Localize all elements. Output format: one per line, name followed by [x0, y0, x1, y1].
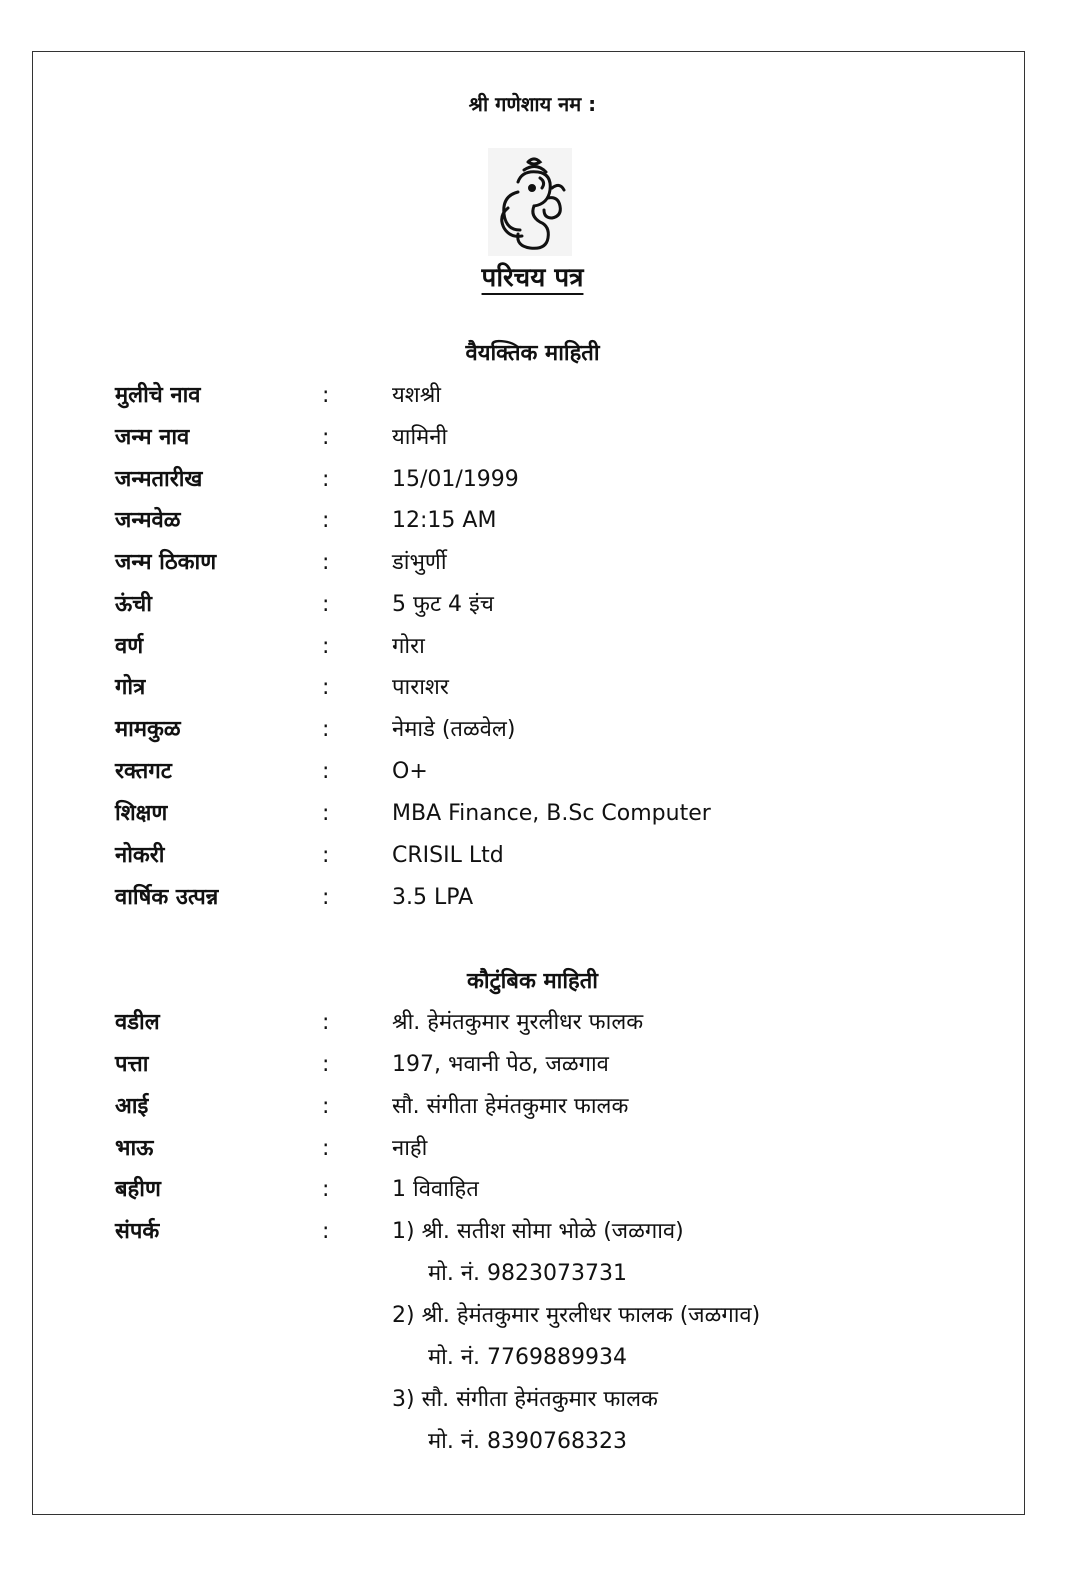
row-label: पत्ता — [115, 1052, 149, 1077]
family-info-heading: कौटुंबिक माहिती — [467, 969, 598, 994]
row-value: 5 फुट 4 इंच — [392, 592, 494, 617]
detail-row-height — [0, 587, 1065, 623]
colon-separator: : — [322, 759, 330, 784]
row-value: 15/01/1999 — [392, 467, 519, 492]
row-label: जन्मवेळ — [115, 508, 181, 533]
row-value: नाही — [392, 1136, 428, 1161]
detail-row-name — [0, 378, 1065, 414]
detail-row-birth-time — [0, 503, 1065, 539]
contact-name: 1) श्री. सतीश सोमा भोळे (जळगाव) — [392, 1219, 684, 1244]
row-label: आई — [115, 1094, 149, 1119]
row-value: नेमाडे (तळवेल) — [392, 717, 516, 742]
row-label: वर्ण — [115, 634, 144, 659]
family-row-sister — [0, 1172, 1065, 1208]
colon-separator: : — [322, 885, 330, 910]
colon-separator: : — [322, 383, 330, 408]
contact-phone: मो. नं. 7769889934 — [428, 1345, 628, 1370]
row-label: वार्षिक उत्पन्न — [115, 885, 219, 910]
row-label: जन्म ठिकाण — [115, 550, 217, 575]
invocation-text: श्री गणेशाय नम : — [468, 92, 597, 116]
row-label: जन्मतारीख — [115, 467, 203, 492]
detail-row-gotra — [0, 670, 1065, 706]
row-label: मामकुळ — [115, 717, 181, 742]
detail-row-birth-date — [0, 462, 1065, 498]
colon-separator: : — [322, 1094, 330, 1119]
family-row-brother — [0, 1131, 1065, 1167]
row-label: मुलीचे नाव — [115, 383, 201, 408]
row-label: जन्म नाव — [115, 425, 190, 450]
colon-separator: : — [322, 675, 330, 700]
row-value: डांभुर्णी — [392, 550, 447, 575]
colon-separator: : — [322, 467, 330, 492]
row-value: 1 विवाहित — [392, 1177, 479, 1202]
colon-separator: : — [322, 801, 330, 826]
contact-phone: मो. नं. 8390768323 — [428, 1429, 628, 1454]
family-row-father — [0, 1005, 1065, 1041]
colon-separator: : — [322, 592, 330, 617]
row-value: 197, भवानी पेठ, जळगाव — [392, 1052, 609, 1077]
detail-row-job — [0, 838, 1065, 874]
row-label: वडील — [115, 1010, 160, 1035]
detail-row-education — [0, 796, 1065, 832]
row-label: संपर्क — [115, 1219, 160, 1244]
row-label: नोकरी — [115, 843, 165, 868]
row-value: यामिनी — [392, 425, 448, 450]
row-value: 12:15 AM — [392, 508, 497, 533]
colon-separator: : — [322, 425, 330, 450]
row-value: गोरा — [392, 634, 425, 659]
contact-phone: मो. नं. 9823073731 — [428, 1261, 628, 1286]
row-label: बहीण — [115, 1177, 161, 1202]
row-value: CRISIL Ltd — [392, 843, 504, 868]
colon-separator: : — [322, 717, 330, 742]
colon-separator: : — [322, 508, 330, 533]
row-value: श्री. हेमंतकुमार मुरलीधर फालक — [392, 1010, 644, 1035]
personal-info-heading: वैयक्तिक माहिती — [465, 341, 600, 366]
row-value: सौ. संगीता हेमंतकुमार फालक — [392, 1094, 629, 1119]
detail-row-blood-group — [0, 754, 1065, 790]
row-value: 3.5 LPA — [392, 885, 474, 910]
biodata-title: परिचय पत्र — [481, 263, 584, 293]
detail-row-complexion — [0, 629, 1065, 665]
family-row-address — [0, 1047, 1065, 1083]
family-row-mother — [0, 1089, 1065, 1125]
row-label: ऊंची — [115, 592, 152, 617]
row-label: गोत्र — [115, 675, 146, 700]
row-value: यशश्री — [392, 383, 441, 408]
colon-separator: : — [322, 1136, 330, 1161]
detail-row-annual-income — [0, 880, 1065, 916]
row-value: O+ — [392, 759, 428, 784]
row-value: MBA Finance, B.Sc Computer — [392, 801, 711, 826]
row-value: पाराशर — [392, 675, 449, 700]
detail-row-maternal-family — [0, 712, 1065, 748]
colon-separator: : — [322, 550, 330, 575]
colon-separator: : — [322, 1010, 330, 1035]
colon-separator: : — [322, 1052, 330, 1077]
colon-separator: : — [322, 843, 330, 868]
colon-separator: : — [322, 634, 330, 659]
contact-name: 2) श्री. हेमंतकुमार मुरलीधर फालक (जळगाव) — [392, 1303, 761, 1328]
row-label: भाऊ — [115, 1136, 154, 1161]
row-label: रक्तगट — [115, 759, 172, 784]
detail-row-birth-name — [0, 420, 1065, 456]
detail-row-birth-place — [0, 545, 1065, 581]
row-label: शिक्षण — [115, 801, 168, 826]
colon-separator: : — [322, 1177, 330, 1202]
colon-separator: : — [322, 1219, 330, 1244]
ganesha-om-icon — [488, 148, 572, 256]
contact-name: 3) सौ. संगीता हेमंतकुमार फालक — [392, 1387, 658, 1412]
